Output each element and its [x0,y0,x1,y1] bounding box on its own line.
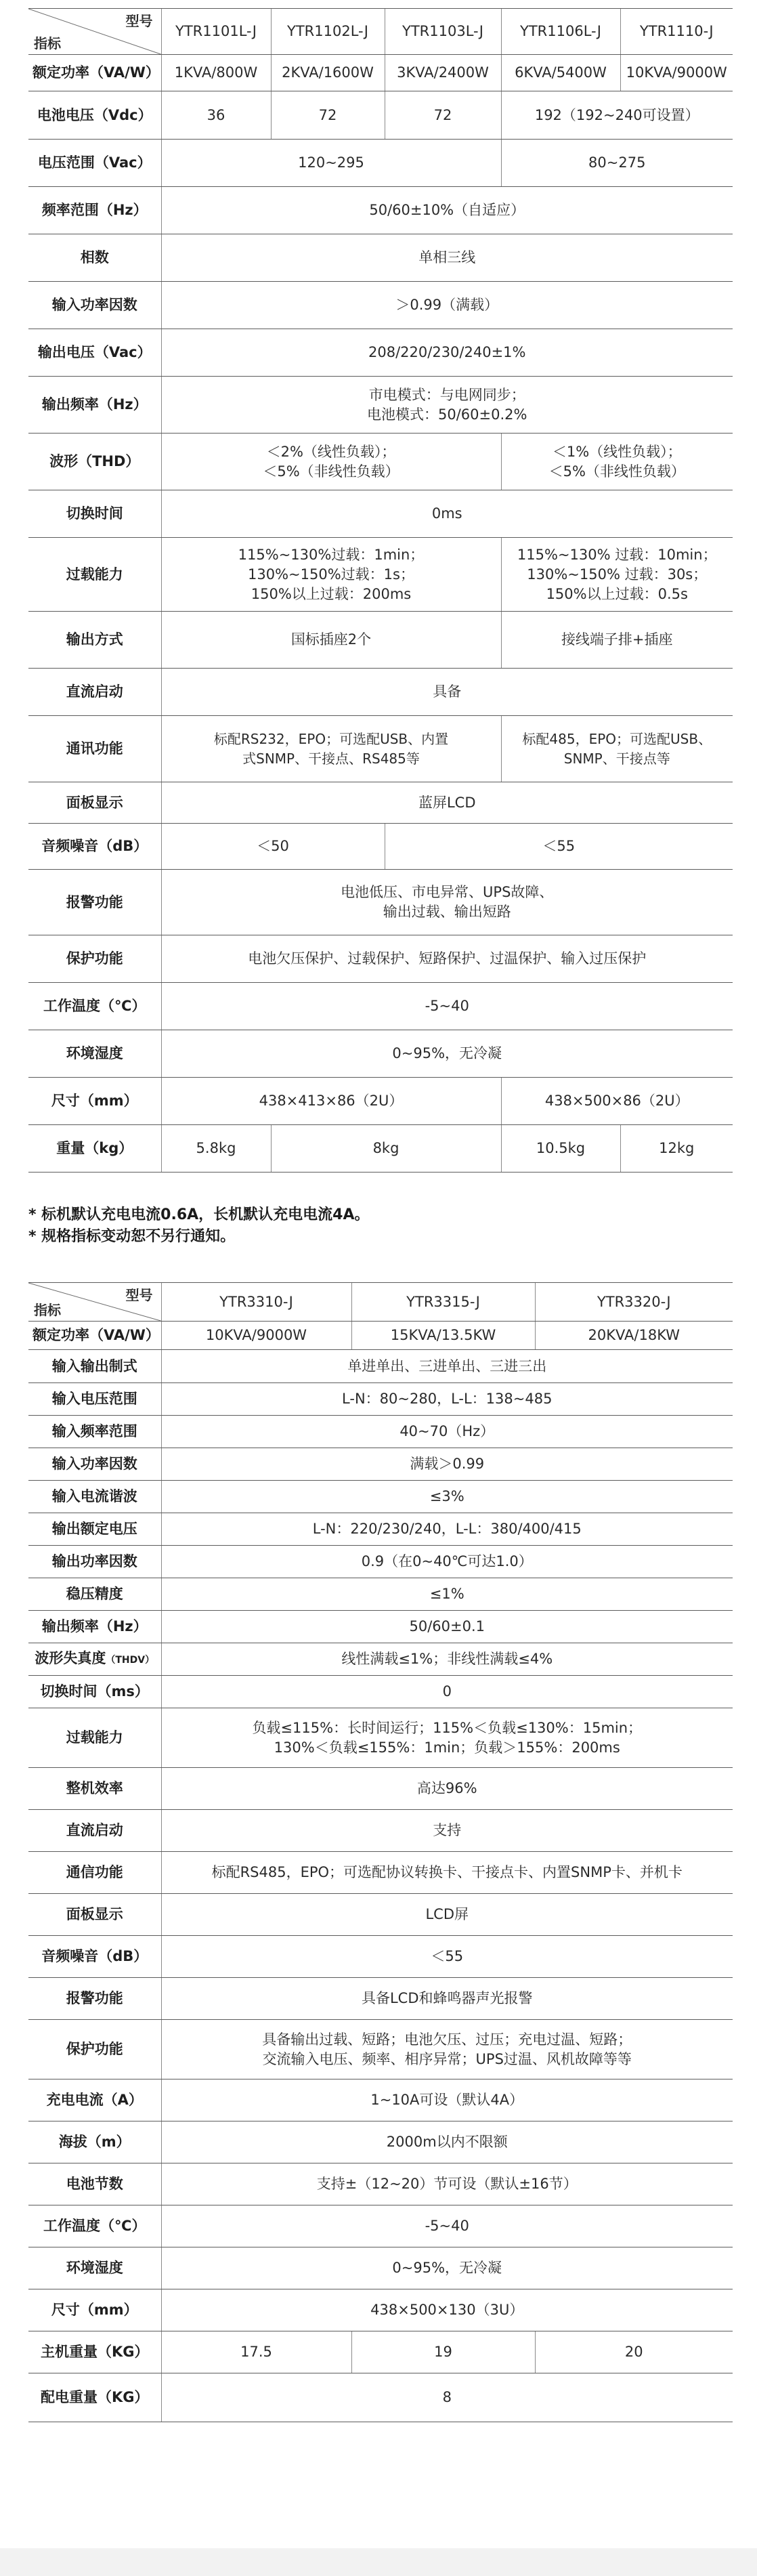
value-cell: 6KVA/5400W [501,55,620,91]
table-row [28,1708,733,1768]
table-row [28,1643,733,1676]
value-cell: 3KVA/2400W [385,55,501,91]
value-cell: 80~275 [501,140,733,187]
value-cell: 线性满载≤1%；非线性满载≤4% [161,1643,733,1676]
value-cell: 负载≤115%：长时间运行；115%＜负载≤130%：15min； 130%＜负载≤155%：1min；负载＞155%：200ms [161,1708,733,1768]
table-row [28,1810,733,1852]
row-label: 输入输出制式 [28,1350,161,1383]
row-label: 报警功能 [28,1978,161,2020]
value-cell: 单相三线 [161,234,733,282]
table-row [28,1546,733,1578]
value-cell: 50/60±0.1 [161,1611,733,1643]
spec-table-three-phase [28,1282,733,2422]
value-cell: 0~95%，无冷凝 [161,1030,733,1078]
value-cell: 高达96% [161,1768,733,1810]
table-row [28,2205,733,2247]
value-cell: 438×413×86（2U） [161,1078,501,1125]
value-cell: 115%~130% 过载：10min； 130%~150% 过载：30s； 150%以上过载：0.5s [501,538,733,612]
row-label: 输入功率因数 [28,282,161,329]
value-cell: 0.9（在0~40℃可达1.0） [161,1546,733,1578]
row-label: 输出功率因数 [28,1546,161,1578]
table-row [28,669,733,716]
value-cell: 438×500×130（3U） [161,2289,733,2331]
table-row [28,1894,733,1936]
footnote: * 标机默认充电电流0.6A，长机默认充电电流4A。 [28,1206,370,1223]
row-label: 报警功能 [28,870,161,935]
row-label: 电池电压（Vdc） [28,91,161,140]
model-cell: YTR1102L-J [271,9,385,55]
corner-model-label: 型号 [125,13,153,29]
value-cell: ＜55 [161,1936,733,1978]
value-cell: ＜2%（线性负载）； ＜5%（非线性负载） [161,434,501,490]
row-label: 输入功率因数 [28,1448,161,1481]
value-cell: 72 [271,91,385,140]
value-cell: ≤3% [161,1481,733,1513]
value-cell: ＜50 [161,824,385,870]
model-cell: YTR1103L-J [385,9,501,55]
table-row [28,1936,733,1978]
table-row [28,612,733,669]
value-cell: 72 [385,91,501,140]
value-cell: 0 [161,1676,733,1708]
row-label: 海拔（m） [28,2121,161,2163]
value-cell: L-N：80~280，L-L：138~485 [161,1383,733,1416]
value-cell: 15KVA/13.5KW [351,1322,535,1350]
table-row [28,1513,733,1546]
table-row [28,2020,733,2079]
row-label [28,1643,161,1676]
row-label: 稳压精度 [28,1578,161,1611]
row-label-main: 波形失真度 [35,1649,106,1666]
row-label: 电池节数 [28,2163,161,2205]
row-label: 工作温度（℃） [28,2205,161,2247]
table-row [28,55,733,91]
value-cell: 36 [161,91,271,140]
value-cell: 1~10A可设（默认4A） [161,2079,733,2121]
table-row [28,1611,733,1643]
table-row [28,983,733,1030]
row-label: 通信功能 [28,1852,161,1894]
value-cell: 具备LCD和蜂鸣器声光报警 [161,1978,733,2020]
table-row [28,1416,733,1448]
row-label: 充电电流（A） [28,2079,161,2121]
value-cell: ＜1%（线性负载）； ＜5%（非线性负载） [501,434,733,490]
value-cell: 支持±（12~20）节可设（默认±16节） [161,2163,733,2205]
value-cell: ＜55 [385,824,733,870]
value-cell: 12kg [620,1125,733,1173]
value-cell: 192（192~240可设置） [501,91,733,140]
row-label: 配电重量（KG） [28,2373,161,2422]
value-cell: 满载＞0.99 [161,1448,733,1481]
table-row [28,782,733,824]
value-cell: 438×500×86（2U） [501,1078,733,1125]
table-row [28,2247,733,2289]
row-label: 整机效率 [28,1768,161,1810]
row-label: 环境湿度 [28,2247,161,2289]
footnote: * 规格指标变动恕不另行通知。 [28,1228,236,1245]
value-cell: 0ms [161,490,733,538]
value-cell: -5~40 [161,983,733,1030]
value-cell: 8 [161,2373,733,2422]
row-label: 直流启动 [28,669,161,716]
row-label: 相数 [28,234,161,282]
table-row [28,2289,733,2331]
value-cell: 120~295 [161,140,501,187]
value-cell: 2000m以内不限额 [161,2121,733,2163]
row-label: 电压范围（Vac） [28,140,161,187]
value-cell: 50/60±10%（自适应） [161,187,733,234]
table-row [28,1030,733,1078]
row-label: 保护功能 [28,2020,161,2079]
table-row [28,377,733,434]
corner-index-label: 指标 [34,1302,61,1318]
table-row [28,1125,733,1173]
row-label: 尺寸（mm） [28,2289,161,2331]
model-cell: YTR3320-J [535,1283,733,1322]
model-cell: YTR1110-J [620,9,733,55]
footnotes [28,1204,733,1248]
value-cell: 17.5 [161,2331,351,2373]
value-cell: 208/220/230/240±1% [161,329,733,377]
value-cell: 蓝屏LCD [161,782,733,824]
model-cell: YTR1101L-J [161,9,271,55]
value-cell: 市电模式：与电网同步； 电池模式：50/60±0.2% [161,377,733,434]
table-row [28,282,733,329]
row-label: 直流启动 [28,1810,161,1852]
value-cell: 115%~130%过载：1min； 130%~150%过载：1s； 150%以上过载：200ms [161,538,501,612]
value-cell: 0~95%，无冷凝 [161,2247,733,2289]
table-row [28,1383,733,1416]
row-label: 输出电压（Vac） [28,329,161,377]
value-cell: 20 [535,2331,733,2373]
row-label: 过载能力 [28,1708,161,1768]
row-label: 输出方式 [28,612,161,669]
row-label: 输出频率（Hz） [28,377,161,434]
model-cell: YTR3315-J [351,1283,535,1322]
table-row [28,140,733,187]
row-label: 切换时间 [28,490,161,538]
row-label: 通讯功能 [28,716,161,782]
value-cell: L-N：220/230/240，L-L：380/400/415 [161,1513,733,1546]
table-row [28,2079,733,2121]
model-cell: YTR3310-J [161,1283,351,1322]
value-cell: 10KVA/9000W [620,55,733,91]
value-cell: 40~70（Hz） [161,1416,733,1448]
table-row [28,2373,733,2422]
table-row [28,434,733,490]
row-label-sub: （THDV） [106,1654,155,1666]
row-label: 额定功率（VA/W） [28,55,161,91]
table-row [28,490,733,538]
value-cell: 标配485，EPO；可选配USB、 SNMP、干接点等 [501,716,733,782]
table-row [28,1852,733,1894]
table-row [28,935,733,983]
row-label: 过载能力 [28,538,161,612]
value-cell: 10.5kg [501,1125,620,1173]
model-cell: YTR1106L-J [501,9,620,55]
table-row [28,234,733,282]
value-cell: 国标插座2个 [161,612,501,669]
value-cell: ＞0.99（满载） [161,282,733,329]
row-label: 音频噪音（dB） [28,824,161,870]
table-row [28,1768,733,1810]
row-label: 波形（THD） [28,434,161,490]
row-label: 主机重量（KG） [28,2331,161,2373]
row-label: 重量（kg） [28,1125,161,1173]
table-row [28,716,733,782]
row-label: 音频噪音（dB） [28,1936,161,1978]
table-row [28,538,733,612]
row-label: 切换时间（ms） [28,1676,161,1708]
value-cell: -5~40 [161,2205,733,2247]
table-row [28,1350,733,1383]
table-header-row [28,1283,733,1322]
value-cell: 8kg [271,1125,501,1173]
value-cell: 单进单出、三进单出、三进三出 [161,1350,733,1383]
table-row [28,91,733,140]
row-label: 环境湿度 [28,1030,161,1078]
row-label: 额定功率（VA/W） [28,1322,161,1350]
value-cell: 19 [351,2331,535,2373]
value-cell: 标配RS485，EPO；可选配协议转换卡、干接点卡、内置SNMP卡、并机卡 [161,1852,733,1894]
table-row [28,187,733,234]
table-row [28,1448,733,1481]
table-row [28,329,733,377]
value-cell: 标配RS232，EPO；可选配USB、内置 式SNMP、干接点、RS485等 [161,716,501,782]
value-cell: 电池低压、市电异常、UPS故障、 输出过载、输出短路 [161,870,733,935]
value-cell: 支持 [161,1810,733,1852]
table-row [28,1322,733,1350]
page-bottom-strip [0,2548,757,2576]
spec-table-single-phase [28,8,733,1173]
table-row [28,1578,733,1611]
row-label: 输入电流谐波 [28,1481,161,1513]
table-row [28,870,733,935]
table-header-row [28,9,733,55]
value-cell: 2KVA/1600W [271,55,385,91]
row-label: 频率范围（Hz） [28,187,161,234]
value-cell: 1KVA/800W [161,55,271,91]
table-row [28,824,733,870]
row-label: 输入电压范围 [28,1383,161,1416]
corner-index-label: 指标 [34,35,61,51]
row-label: 尺寸（mm） [28,1078,161,1125]
table-row [28,2331,733,2373]
value-cell: 具备 [161,669,733,716]
value-cell: 接线端子排+插座 [501,612,733,669]
value-cell: 20KVA/18KW [535,1322,733,1350]
table-row [28,1481,733,1513]
corner-model-label: 型号 [125,1287,153,1303]
row-label: 输出频率（Hz） [28,1611,161,1643]
table-row [28,1078,733,1125]
row-label: 输出额定电压 [28,1513,161,1546]
value-cell: ≤1% [161,1578,733,1611]
value-cell: LCD屏 [161,1894,733,1936]
value-cell: 5.8kg [161,1125,271,1173]
table-row [28,1978,733,2020]
row-label: 面板显示 [28,1894,161,1936]
row-label: 保护功能 [28,935,161,983]
table-row [28,1676,733,1708]
row-label: 输入频率范围 [28,1416,161,1448]
value-cell: 10KVA/9000W [161,1322,351,1350]
table-row [28,2121,733,2163]
row-label: 面板显示 [28,782,161,824]
corner-cell [28,9,161,55]
table-row [28,2163,733,2205]
value-cell: 电池欠压保护、过载保护、短路保护、过温保护、输入过压保护 [161,935,733,983]
row-label: 工作温度（℃） [28,983,161,1030]
value-cell: 具备输出过载、短路；电池欠压、过压；充电过温、短路； 交流输入电压、频率、相序异常；UPS过温、风机故障等等 [161,2020,733,2079]
corner-cell [28,1283,161,1322]
